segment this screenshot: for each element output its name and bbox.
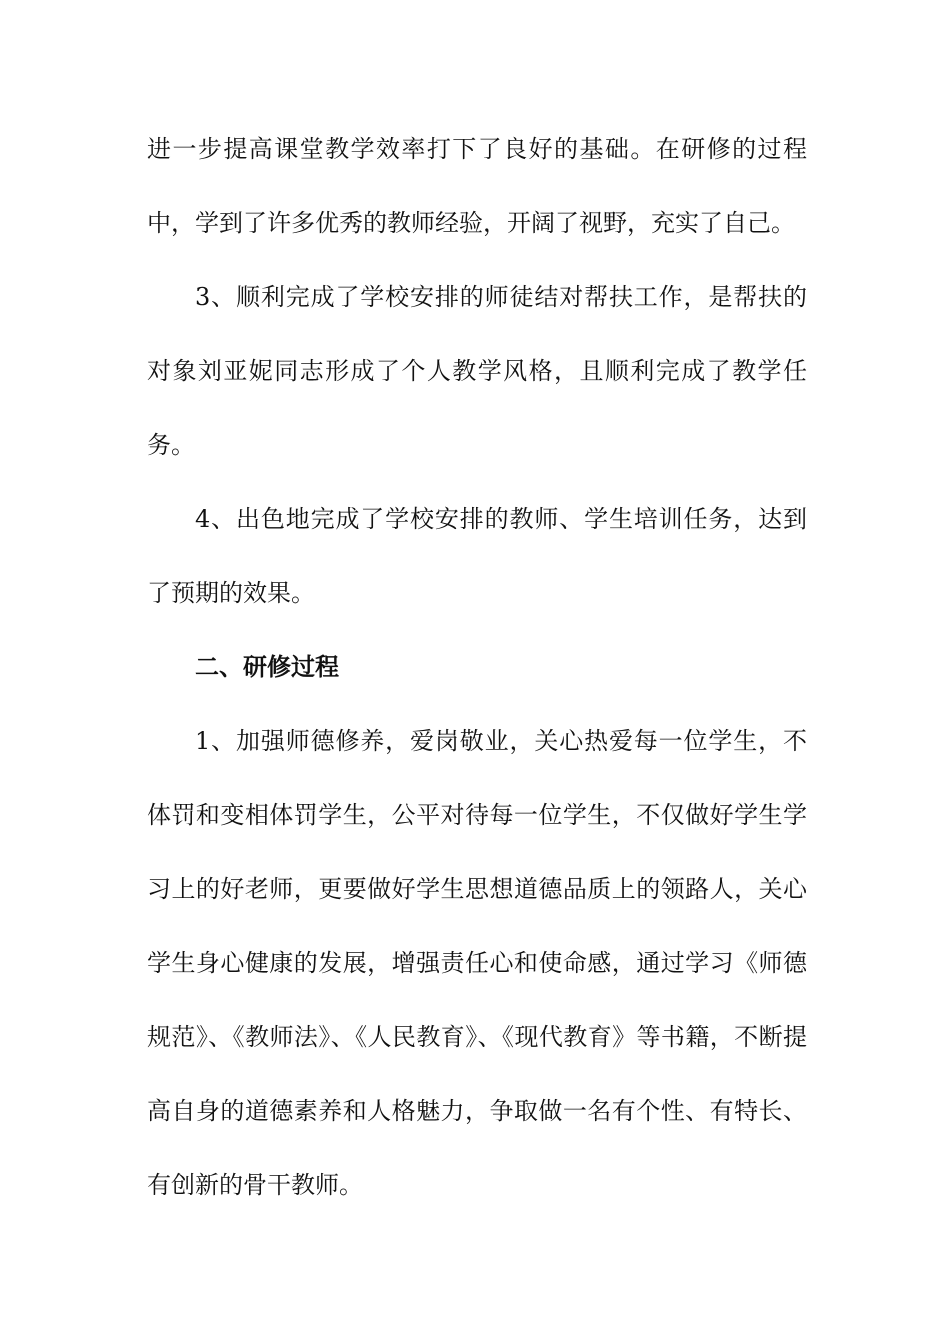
paragraph-item-1: 1、加强师德修养，爱岗敬业，关心热爱每一位学生，不体罚和变相体罚学生，公平对待每一位学生，不仅做好学生学习上的好老师，更要做好学生思想道德品质上的领路人，关心学生身心健康的发展，增强责任心和使命感，通过学习《师德规范》、《教师法》、《人民教育》、《现代教育》等书籍，不断提高自身的道德素养和人格魅力，争取做一名有个性、有特长、有创新的骨干教师。 — [147, 727, 807, 1199]
paragraph-item-3: 3、顺利完成了学校安排的师徒结对帮扶工作，是帮扶的对象刘亚妮同志形成了个人教学风格，且顺利完成了教学任务。 — [147, 283, 807, 459]
document-body — [147, 112, 807, 1222]
paragraph-continuation: 进一步提高课堂教学效率打下了良好的基础。在研修的过程中，学到了许多优秀的教师经验，开阔了视野，充实了自己。 — [147, 135, 807, 237]
paragraph-item-4: 4、出色地完成了学校安排的教师、学生培训任务，达到了预期的效果。 — [147, 505, 807, 607]
section-heading: 二、研修过程 — [195, 653, 339, 681]
